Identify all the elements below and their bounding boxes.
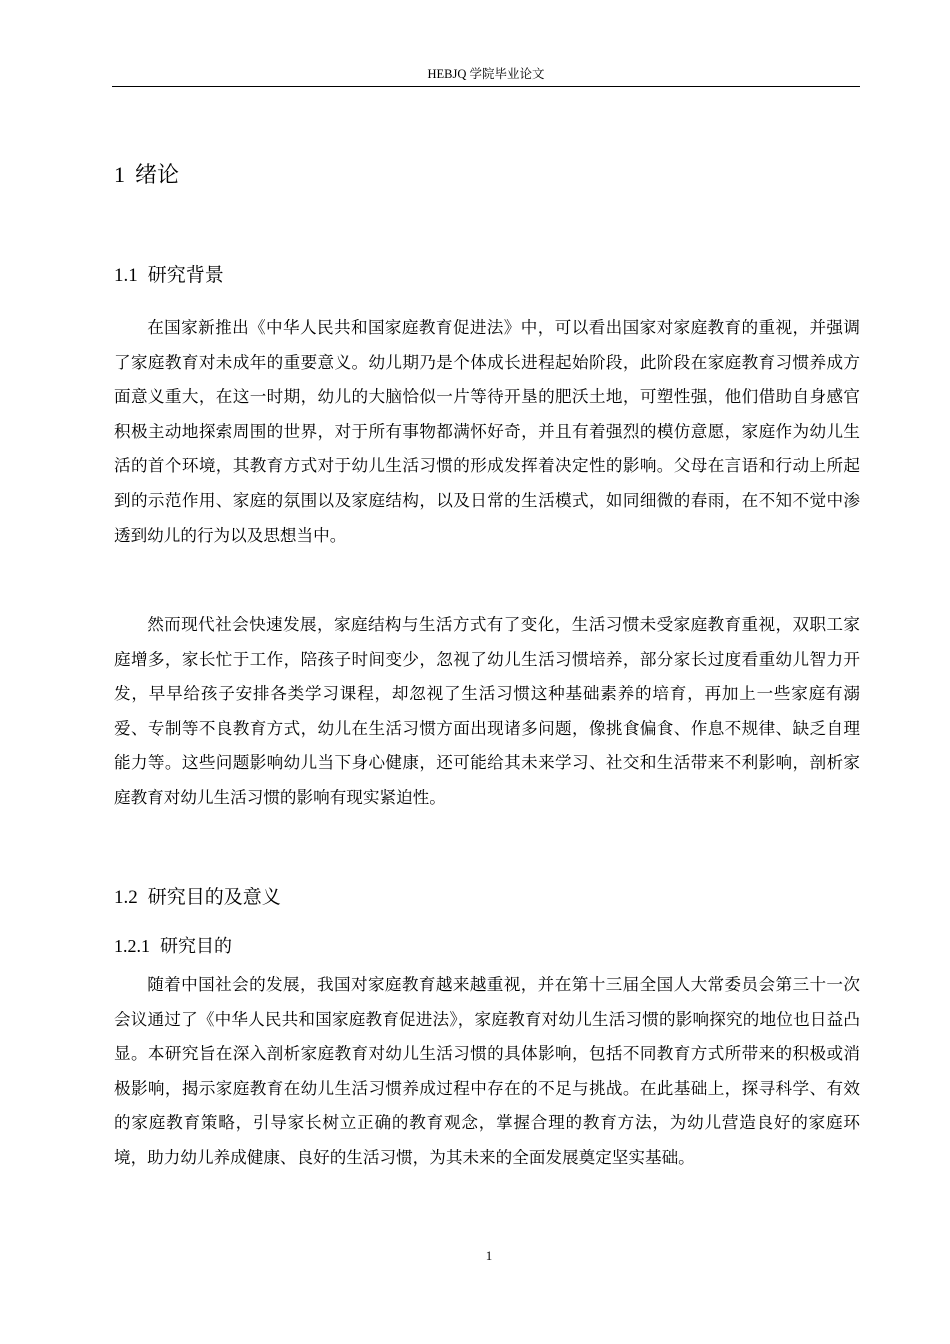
paragraph: 在国家新推出《中华人民共和国家庭教育促进法》中，可以看出国家对家庭教育的重视，并强调了家庭教育对未成年的重要意义。幼儿期乃是个体成长进程起始阶段，此阶段在家庭教育习惯养成方面意义重大，在这一时期，幼儿的大脑恰似一片等待开垦的肥沃土地，可塑性强，他们借助自身感官积极主动地探索周围的世界，对于所有事物都满怀好奇，并且有着强烈的模仿意愿，家庭作为幼儿生活的首个环境，其教育方式对于幼儿生活习惯的形成发挥着决定性的影响。父母在言语和行动上所起到的示范作用、家庭的氛围以及家庭结构，以及日常的生活模式，如同细微的春雨，在不知不觉中渗透到幼儿的行为以及思想当中。 xyxy=(114,318,860,545)
paragraph: 然而现代社会快速发展，家庭结构与生活方式有了变化，生活习惯未受家庭教育重视，双职工家庭增多，家长忙于工作，陪孩子时间变少，忽视了幼儿生活习惯培养，部分家长过度看重幼儿智力开发，早早给孩子安排各类学习课程，却忽视了生活习惯这种基础素养的培育，再加上一些家庭有溺爱、专制等不良教育方式，幼儿在生活习惯方面出现诸多问题，像挑食偏食、作息不规律、缺乏自理能力等。这些问题影响幼儿当下身心健康，还可能给其未来学习、社交和生活带来不利影响，剖析家庭教育对幼儿生活习惯的影响有现实紧迫性。 xyxy=(114,615,860,807)
header-rule xyxy=(112,86,860,87)
subsection-heading xyxy=(114,931,232,962)
chapter-title xyxy=(114,158,179,193)
section-title: 研究目的及意义 xyxy=(147,886,281,908)
section-number: 1.1 xyxy=(114,265,138,286)
section-title: 研究背景 xyxy=(147,264,224,286)
chapter-number: 1 xyxy=(114,162,125,187)
section-heading-purpose xyxy=(114,882,281,913)
section-heading-background xyxy=(114,260,224,291)
section-number: 1.2 xyxy=(114,887,138,908)
page-number: 1 xyxy=(485,1248,493,1263)
running-header: HEBJQ 学院毕业论文 xyxy=(427,67,545,81)
subsection-number: 1.2.1 xyxy=(114,936,150,956)
chapter-title-text: 绪论 xyxy=(135,163,180,188)
subsection-title: 研究目的 xyxy=(160,936,232,957)
paragraph: 随着中国社会的发展，我国对家庭教育越来越重视，并在第十三届全国人大常委员会第三十一次会议通过了《中华人民共和国家庭教育促进法》，家庭教育对幼儿生活习惯的影响探究的地位也日益凸显。本研究旨在深入剖析家庭教育对幼儿生活习惯的具体影响，包括不同教育方式所带来的积极或消极影响，揭示家庭教育在幼儿生活习惯养成过程中存在的不足与挑战。在此基础上，探寻科学、有效的家庭教育策略，引导家长树立正确的教育观念，掌握合理的教育方法，为幼儿营造良好的家庭环境，助力幼儿养成健康、良好的生活习惯，为其未来的全面发展奠定坚实基础。 xyxy=(114,975,860,1167)
